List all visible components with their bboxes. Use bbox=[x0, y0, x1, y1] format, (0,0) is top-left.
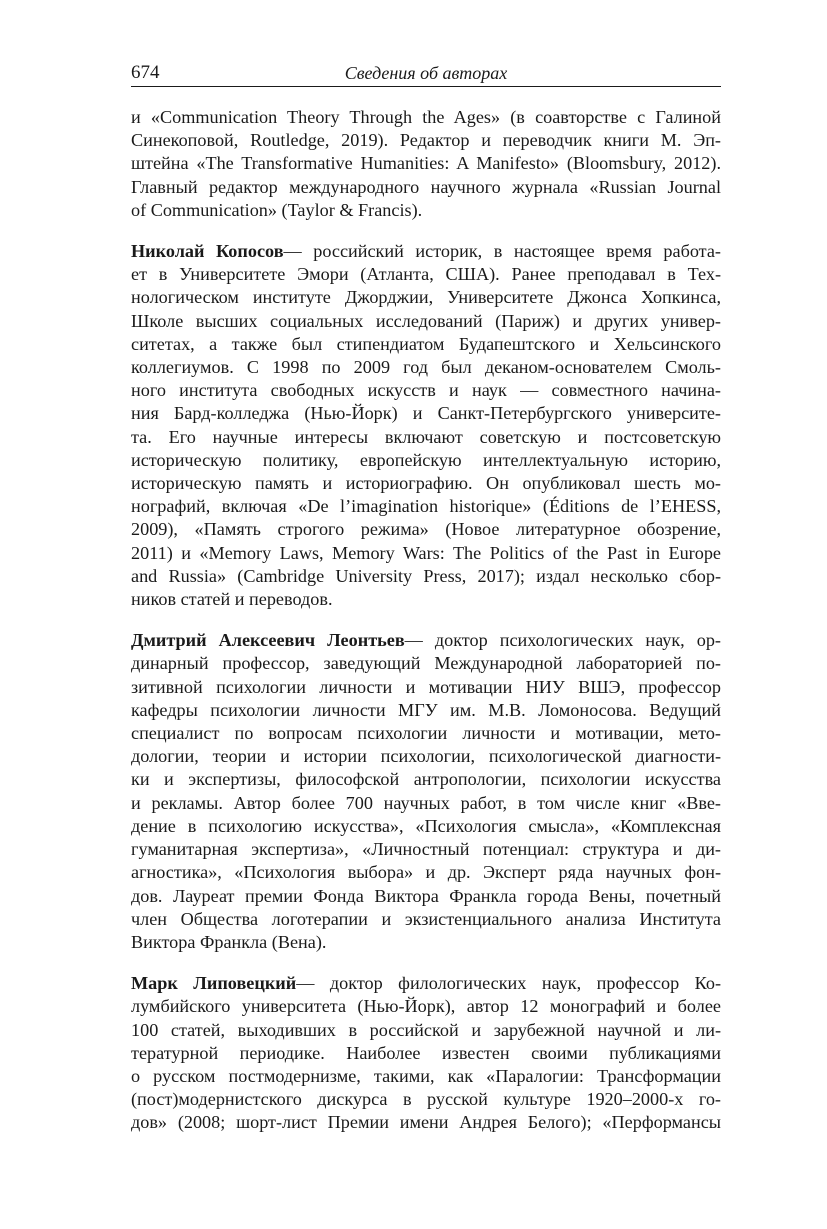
text-line bbox=[131, 152, 721, 175]
text-line bbox=[131, 240, 721, 263]
line-text: кафедры психологии личности МГУ им. М.В. Ломоносова. Ведущий bbox=[131, 699, 721, 720]
text-line bbox=[131, 838, 721, 861]
text-line bbox=[131, 972, 721, 995]
text-line bbox=[131, 722, 721, 745]
line-text: член Общества логотерапии и экзистенциального анализа Института bbox=[131, 908, 721, 929]
text-line bbox=[131, 495, 721, 518]
line-text: 2011) и «Memory Laws, Memory Wars: The Politics of the Past in Europe bbox=[131, 542, 721, 563]
text-line bbox=[131, 676, 721, 699]
line-text: зитивной психологии личности и мотивации НИУ ВШЭ, профессор bbox=[131, 676, 721, 697]
line-text: коллегиумов. С 1998 по 2009 год был деканом-основателем Смоль- bbox=[131, 357, 721, 378]
line-text: 100 статей, выходивших в российской и зарубежной научной и ли- bbox=[131, 1019, 721, 1040]
text-line bbox=[131, 931, 721, 954]
text-line bbox=[131, 129, 721, 152]
line-text: лумбийского университета (Нью-Йорк), автор 12 монографий и более bbox=[131, 996, 721, 1017]
line-text: of Communication» (Taylor & Francis). bbox=[131, 199, 423, 220]
line-text: — российский историк, в настоящее время работа- bbox=[283, 241, 721, 262]
line-text: та. Его научные интересы включают советскую и постсоветскую bbox=[131, 426, 721, 447]
text-line bbox=[131, 542, 721, 565]
text-line bbox=[131, 792, 721, 815]
line-text: историческую политику, европейскую интеллектуальную историю, bbox=[131, 449, 721, 470]
line-text: дологии, теории и истории психологии, психологической диагности- bbox=[131, 746, 721, 767]
text-line bbox=[131, 565, 721, 588]
line-text: 2009), «Память строгого режима» (Новое литературное обозрение, bbox=[131, 519, 721, 540]
line-text: (пост)модернистского дискурса в русской культуре 1920–2000-х го- bbox=[131, 1089, 721, 1110]
author-entry bbox=[131, 629, 721, 954]
line-text: нографий, включая «De l’imagination historique» (Éditions de l’EHESS, bbox=[131, 496, 721, 517]
page-number: 674 bbox=[131, 62, 160, 83]
text-line bbox=[131, 263, 721, 286]
line-text: нологическом институте Джорджии, Университете Джонса Хопкинса, bbox=[131, 287, 721, 308]
text-line bbox=[131, 768, 721, 791]
text-line bbox=[131, 588, 721, 611]
text-line bbox=[131, 333, 721, 356]
text-line bbox=[131, 995, 721, 1018]
text-line bbox=[131, 1042, 721, 1065]
text-line bbox=[131, 379, 721, 402]
line-text: — доктор психологических наук, ор- bbox=[404, 630, 721, 651]
line-text: Главный редактор международного научного журнала «Russian Journal bbox=[131, 176, 721, 197]
text-line bbox=[131, 472, 721, 495]
text-line bbox=[131, 1019, 721, 1042]
author-entry bbox=[131, 240, 721, 611]
author-name: Марк Липовецкий bbox=[131, 973, 297, 994]
text-line bbox=[131, 356, 721, 379]
text-line bbox=[131, 106, 721, 129]
text-line bbox=[131, 310, 721, 333]
text-line bbox=[131, 1111, 721, 1134]
continued-entry bbox=[131, 106, 721, 222]
text-line bbox=[131, 199, 721, 222]
text-line bbox=[131, 449, 721, 472]
text-line bbox=[131, 1065, 721, 1088]
text-line bbox=[131, 518, 721, 541]
text-line bbox=[131, 908, 721, 931]
line-text: специалист по вопросам психологии личности и мотивации, мето- bbox=[131, 723, 721, 744]
line-text: ного института свободных искусств и наук — совместного начина- bbox=[131, 380, 721, 401]
author-name: Николай Копосов bbox=[131, 241, 284, 262]
text-line bbox=[131, 652, 721, 675]
text-line bbox=[131, 286, 721, 309]
line-text: динарный профессор, заведующий Международной лабораторией по- bbox=[131, 653, 721, 674]
line-text: штейна «The Transformative Humanities: A Manifesto» (Bloomsbury, 2012). bbox=[131, 153, 721, 174]
line-text: тературной периодике. Наиболее известен своими публикациями bbox=[131, 1042, 721, 1063]
text-line bbox=[131, 699, 721, 722]
text-line bbox=[131, 176, 721, 199]
line-text: и рекламы. Автор более 700 научных работ, в том числе книг «Вве- bbox=[131, 792, 721, 813]
line-text: дение в психологию искусства», «Психология смысла», «Комплексная bbox=[131, 815, 721, 836]
line-text: ситетах, а также был стипендиатом Будапештского и Хельсинского bbox=[131, 333, 721, 354]
body-text bbox=[131, 106, 721, 1153]
author-entry bbox=[131, 972, 721, 1134]
line-text: — доктор филологических наук, профессор Ко- bbox=[296, 973, 721, 994]
author-name: Дмитрий Алексеевич Леонтьев bbox=[131, 630, 405, 651]
line-text: дов» (2008; шорт-лист Премии имени Андрея Белого); «Перформансы bbox=[131, 1112, 721, 1133]
text-line bbox=[131, 861, 721, 884]
line-text: ния Бард-колледжа (Нью-Йорк) и Санкт-Петербургского университе- bbox=[131, 403, 721, 424]
line-text: о русском постмодернизме, такими, как «Паралогии: Трансформации bbox=[131, 1065, 721, 1086]
text-line bbox=[131, 402, 721, 425]
line-text: Школе высших социальных исследований (Париж) и других универ- bbox=[131, 310, 721, 331]
line-text: гуманитарная экспертиза», «Личностный потенциал: структура и ди- bbox=[131, 839, 721, 860]
line-text: and Russia» (Cambridge University Press, 2017); издал несколько сбор- bbox=[131, 565, 721, 586]
line-text: и «Communication Theory Through the Ages» (в соавторстве с Галиной bbox=[131, 107, 721, 127]
text-line bbox=[131, 745, 721, 768]
running-title: Сведения об авторах bbox=[344, 63, 508, 83]
running-head bbox=[131, 60, 721, 87]
text-line bbox=[131, 426, 721, 449]
text-line bbox=[131, 629, 721, 652]
text-line bbox=[131, 1088, 721, 1111]
line-text: Синекоповой, Routledge, 2019). Редактор и переводчик книги М. Эп- bbox=[131, 130, 721, 151]
line-text: агностика», «Психология выбора» и др. Эксперт ряда научных фон- bbox=[131, 862, 721, 883]
line-text: ки и экспертизы, философской антропологии, психологии искусства bbox=[131, 769, 721, 790]
line-text: историческую память и историографию. Он опубликовал шесть мо- bbox=[131, 473, 721, 494]
text-line bbox=[131, 815, 721, 838]
line-text: ет в Университете Эмори (Атланта, США). Ранее преподавал в Тех- bbox=[131, 264, 721, 285]
line-text: ников статей и переводов. bbox=[131, 589, 333, 610]
line-text: Виктора Франкла (Вена). bbox=[131, 931, 327, 952]
text-line bbox=[131, 885, 721, 908]
line-text: дов. Лауреат премии Фонда Виктора Франкла города Вены, почетный bbox=[131, 885, 721, 906]
